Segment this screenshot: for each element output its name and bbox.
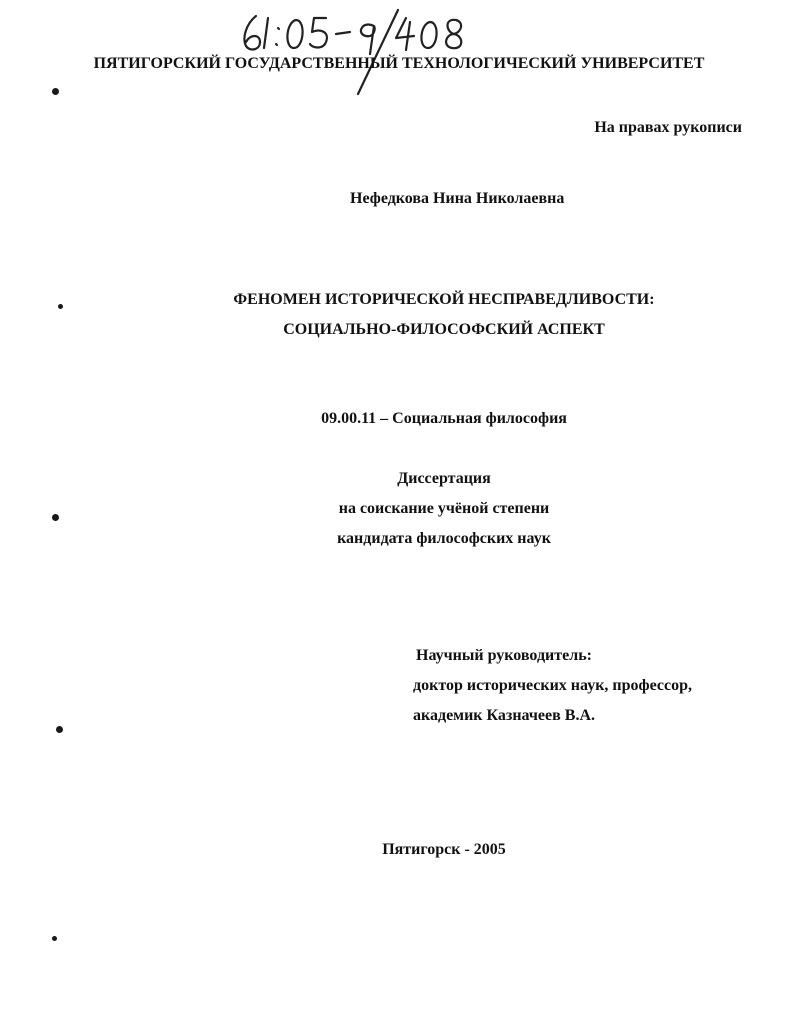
binding-mark xyxy=(52,936,57,941)
university-name: ПЯТИГОРСКИЙ ГОСУДАРСТВЕННЫЙ ТЕХНОЛОГИЧЕСКИЙ УНИВЕРСИТЕТ xyxy=(93,55,705,72)
supervisor-degree: доктор исторических наук, профессор, xyxy=(413,677,693,694)
document-type: Диссертация xyxy=(397,470,491,487)
dissertation-title-line2: СОЦИАЛЬНО-ФИЛОСОФСКИЙ АСПЕКТ xyxy=(283,321,605,338)
binding-mark xyxy=(56,726,63,733)
manuscript-note: На правах рукописи xyxy=(594,119,742,136)
binding-mark xyxy=(58,304,63,309)
binding-mark xyxy=(52,88,59,95)
author-name: Нефедкова Нина Николаевна xyxy=(350,190,565,207)
supervisor-label: Научный руководитель: xyxy=(416,647,592,664)
dissertation-title-line1: ФЕНОМЕН ИСТОРИЧЕСКОЙ НЕСПРАВЕДЛИВОСТИ: xyxy=(233,291,655,308)
supervisor-name: академик Казначеев В.А. xyxy=(413,707,595,724)
binding-mark xyxy=(52,514,59,521)
degree-line1: на соискание учёной степени xyxy=(338,500,550,517)
degree-line2: кандидата философских наук xyxy=(337,530,551,547)
city-year: Пятигорск - 2005 xyxy=(382,841,506,858)
specialty-code: 09.00.11 – Социальная философия xyxy=(321,410,567,427)
handwritten-catalog-number xyxy=(238,4,478,100)
